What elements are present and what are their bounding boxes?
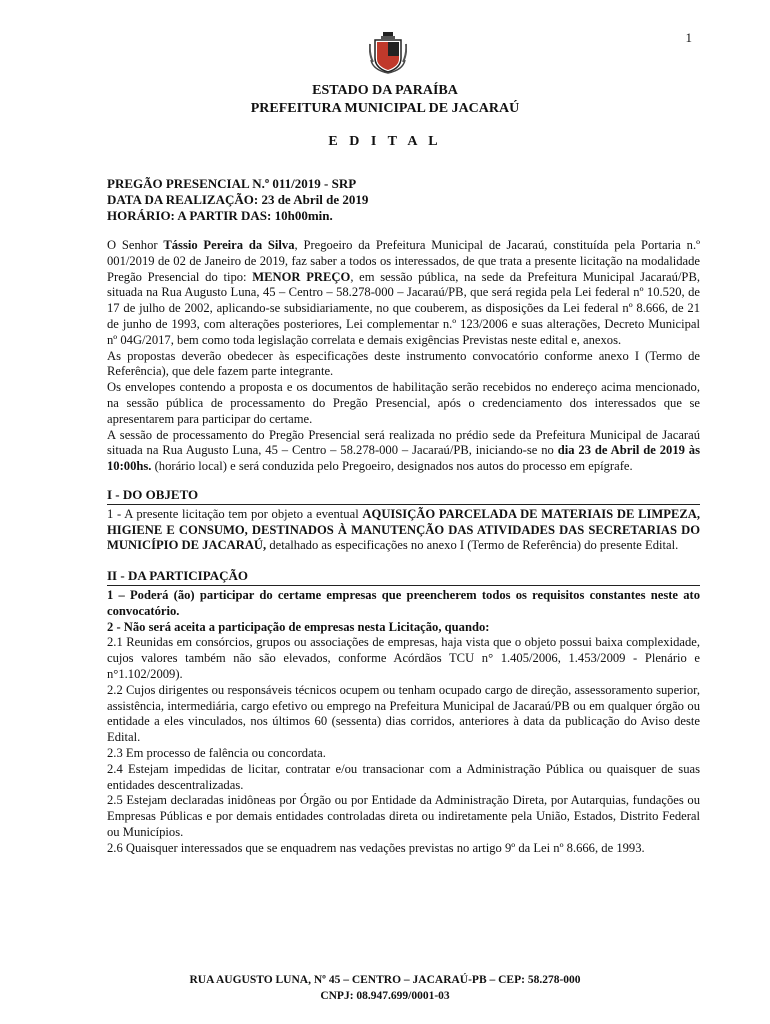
tender-number: PREGÃO PRESENCIAL N.º 011/2019 - SRP [107, 176, 357, 191]
footer-address: RUA AUGUSTO LUNA, Nº 45 – CENTRO – JACARAÚ-PB – CEP: 58.278-000 [189, 974, 581, 986]
participacao-item-2: 2 - Não será aceita a participação de empresas nesta Licitação, quando: [107, 619, 490, 634]
page-number: 1 [685, 30, 692, 45]
footer-cnpj: CNPJ: 08.947.699/0001-03 [320, 990, 450, 1002]
intro-paragraph-4: A sessão de processamento do Pregão Presencial será realizada no prédio sede da Prefeitura Municipal de Jacaraú situada na Rua Augusto Luna, 45 – Centro – 58.278-000 – Jacaraú/PB, iniciando-se no dia 23 de Abril de 2019 às 10:00hs. (horário local) e será conduzida pelo Pregoeiro, designados nos autos do processo em epígrafe. [107, 427, 701, 474]
intro-paragraph-1: O Senhor Tássio Pereira da Silva, Pregoeiro da Prefeitura Municipal de Jacaraú, constituída pela Portaria n.º 001/2019 de 02 de Janeiro de 2019, faz saber a todos os interessados, de que trata a presente licitação na modalidade Pregão Presencial do tipo: MENOR PREÇO, em sessão pública, na sede da Prefeitura Municipal Jacaraú/PB, situada na Rua Augusto Luna, 45 – Centro – 58.278-000 – Jacaraú/PB, que será regida pela Lei federal nº 10.520, de 17 de julho de 2002, aplicando-se subsidiariamente, no que couberem, as disposições da Lei federal nº 8.666, de 21 de junho de 1993, com alterações posteriores, Lei complementar n.º 123/2006 e suas alterações, Decreto Municipal nº 04G/2017, bem como toda legislação correlata e demais exigências Previstas neste edital e, anexos. [107, 238, 700, 347]
document-header [0, 82, 770, 118]
document-type-title: E D I T A L [328, 134, 442, 149]
tender-time: HORÁRIO: A PARTIR DAS: 10h00min. [107, 208, 333, 223]
section-title-participacao: II - DA PARTICIPAÇÃO [107, 568, 700, 586]
intro-paragraph-3: Os envelopes contendo a proposta e os documentos de habilitação serão recebidos no endereço acima mencionado, na sessão pública de processamento do Pregão Presencial, após o credenciamento dos interessados que se apresentarem para participar do certame. [107, 380, 700, 426]
participacao-item-2-2: 2.2 Cujos dirigentes ou responsáveis técnicos ocupem ou tenham ocupado cargo de direção, assessoramento superior, assistência, intermediária, cargo efetivo ou emprego na Prefeitura Municipal de Jacaraú/PB ou em qualquer órgão ou entidade a eles vinculados, nos últimos 60 (sessenta) dias corridos, anteriores à data da publicação do Aviso deste Edital. [107, 682, 700, 745]
tender-date: DATA DA REALIZAÇÃO: 23 de Abril de 2019 [107, 192, 369, 207]
participacao-item-2-6: 2.6 Quaisquer interessados que se enquadrem nas vedações previstas no artigo 9º da Lei nº 8.666, de 1993. [107, 840, 645, 855]
document-footer [0, 972, 770, 1004]
participacao-item-2-4: 2.4 Estejam impedidas de licitar, contratar e/ou transacionar com a Administração Pública ou quaisquer de suas entidades descentralizadas. [107, 761, 700, 792]
intro-paragraph-2: As propostas deverão obedecer às especificações deste instrumento convocatório conforme anexo I (Termo de Referência), que dele fazem parte integrante. [107, 348, 700, 379]
prefecture-name: PREFEITURA MUNICIPAL DE JACARAÚ [250, 101, 520, 116]
participacao-item-1: 1 – Poderá (ão) participar do certame empresas que preencherem todos os requisitos constantes neste ato convocatório. [107, 587, 700, 618]
document-body [107, 176, 700, 856]
coat-of-arms-icon [369, 30, 407, 74]
objeto-paragraph: 1 - A presente licitação tem por objeto a eventual AQUISIÇÃO PARCELADA DE MATERIAIS DE LIMPEZA, HIGIENE E CONSUMO, DESTINADOS À MANUTENÇÃO DAS ATIVIDADES DAS SECRETARIAS DO MUNICÍPIO DE JACARAÚ, detalhado as especificações no anexo I (Termo de Referência) do presente Edital. [107, 506, 700, 553]
tender-meta [107, 176, 700, 224]
section-title-objeto: I - DO OBJETO [107, 487, 700, 505]
participacao-item-2-5: 2.5 Estejam declaradas inidôneas por Órgão ou por Entidade da Administração Direta, por Autarquias, fundações ou Empresas Públicas e por demais entidades controladas direta ou indiretamente pela União, Estados, Distrito Federal ou Municípios. [107, 793, 700, 839]
participacao-item-2-1: 2.1 Reunidas em consórcios, grupos ou associações de empresas, haja vista que o objeto possui baixa complexidade, cujos valores também não são elevados, conforme Acórdãos TCU n° 1.405/2006, 1.453/2009 - Plenário e n°1.102/2009). [107, 635, 700, 681]
participacao-item-2-3: 2.3 Em processo de falência ou concordata. [107, 745, 326, 760]
state-name: ESTADO DA PARAÍBA [312, 83, 458, 98]
